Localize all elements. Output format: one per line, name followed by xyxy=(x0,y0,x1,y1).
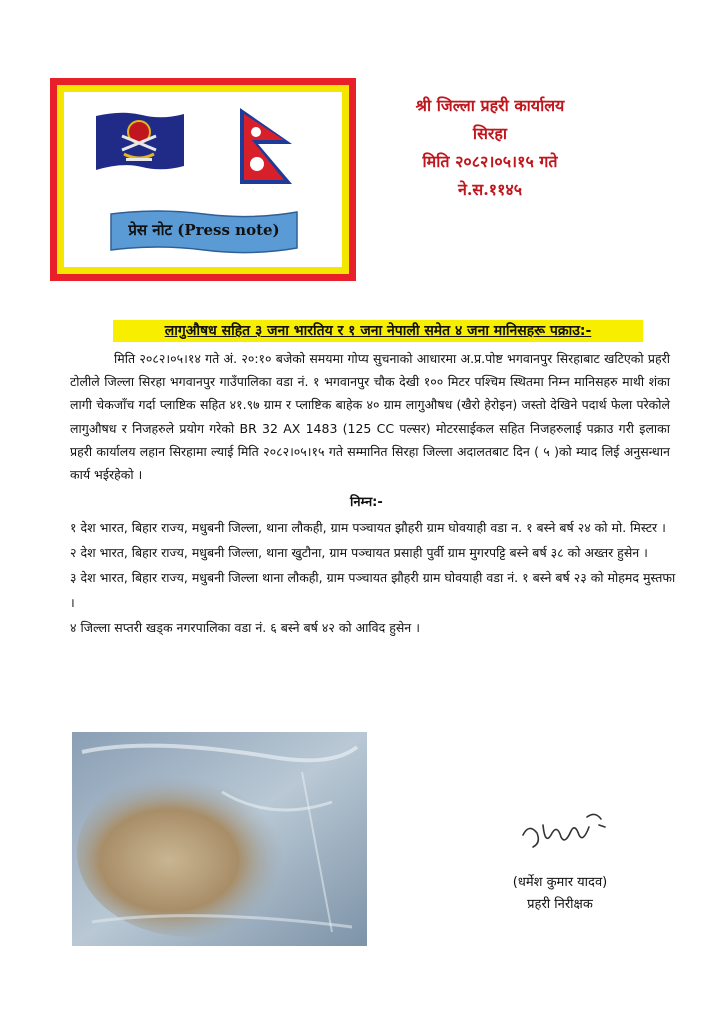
press-note-label: प्रेस नोट (Press note) xyxy=(128,221,280,239)
signer-name: (धर्मेश कुमार यादव) xyxy=(512,875,608,890)
persons-list xyxy=(70,515,680,640)
signature-icon xyxy=(515,805,615,860)
header-frame xyxy=(50,78,356,281)
list-item: २ देश भारत, बिहार राज्य, मधुबनी जिल्ला, थाना खुटौना, ग्राम पञ्चायत प्रसाही पुर्वी ग्राम मुगरपट्टि बस्ने बर्ष ३८ को अख्तर हुसेन । xyxy=(70,545,648,560)
office-date: मिति २०८२।०५।१५ गते xyxy=(422,152,558,171)
body-paragraph-block xyxy=(70,347,670,486)
body-paragraph: मिति २०८२।०५।१४ गते अं. २०:१० बजेको समयमा गोप्य सुचनाको आधारमा अ.प्र.पोष्ट भगवानपुर सिरहाबाट खटिएको प्रहरी टोलीले जिल्ला सिरहा भगवानपुर गाउँपालिका वडा नं. १ भगवानपुर चौक देखी १०० मिटर पश्चिम स्थितमा निम्न मानिसहरु माथी शंका लागी चेकजाँच गर्दा प्लाष्टिक सहित ४१.९७ ग्राम र प्लाष्टिक बाहेक ४० ग्राम लागुऔषध (खैरो हेरोइन) जस्तो देखिने पदार्थ फेला परेकोले लागुऔषध र निजहरुले प्रयोग गरेको BR 32 AX 1483 (125 CC पल्सर) मोटरसाईकल सहित निजहरुलाई पक्राउ गरी इलाका प्रहरी कार्यालय लहान सिरहामा ल्याई मिति २०८२।०५।१५ गते सम्मानित सिरहा जिल्ला अदालतबाट दिन ( ५ )को म्याद लिई अनुसन्धान कार्य भईरहेको । xyxy=(70,351,670,483)
signer-title: प्रहरी निरीक्षक xyxy=(527,897,593,912)
office-heading xyxy=(400,92,580,204)
office-ns-date: ने.स.११४५ xyxy=(457,180,523,199)
header-inner-panel xyxy=(64,92,342,267)
seized-substance-photo xyxy=(72,732,367,946)
signature-block xyxy=(490,872,630,916)
list-item: ३ देश भारत, बिहार राज्य, मधुबनी जिल्ला थाना लौकही, ग्राम पञ्चायत झौहरी ग्राम घोवयाही वडा नं. १ बस्ने बर्ष २३ को मोहमद मुस्तफा । xyxy=(70,570,676,610)
list-item: ४ जिल्ला सप्तरी खड्क नगरपालिका वडा नं. ६ बस्ने बर्ष ४२ को आविद हुसेन । xyxy=(70,620,420,635)
list-heading: निम्न:- xyxy=(350,495,383,510)
header-yellow-frame xyxy=(57,85,349,274)
headline: लागुऔषध सहित ३ जना भारतिय र १ जना नेपाली समेत ४ जना मानिसहरू पक्राउ:- xyxy=(113,320,643,342)
nepal-flag-icon xyxy=(236,106,298,188)
office-name: श्री जिल्ला प्रहरी कार्यालय सिरहा xyxy=(415,96,565,143)
list-item: १ देश भारत, बिहार राज्य, मधुबनी जिल्ला, थाना लौकही, ग्राम पञ्चायत झौहरी ग्राम घोवयाही वडा न. १ बस्ने बर्ष २४ को मो. मिस्टर । xyxy=(70,520,666,535)
police-emblem-icon xyxy=(92,110,187,176)
